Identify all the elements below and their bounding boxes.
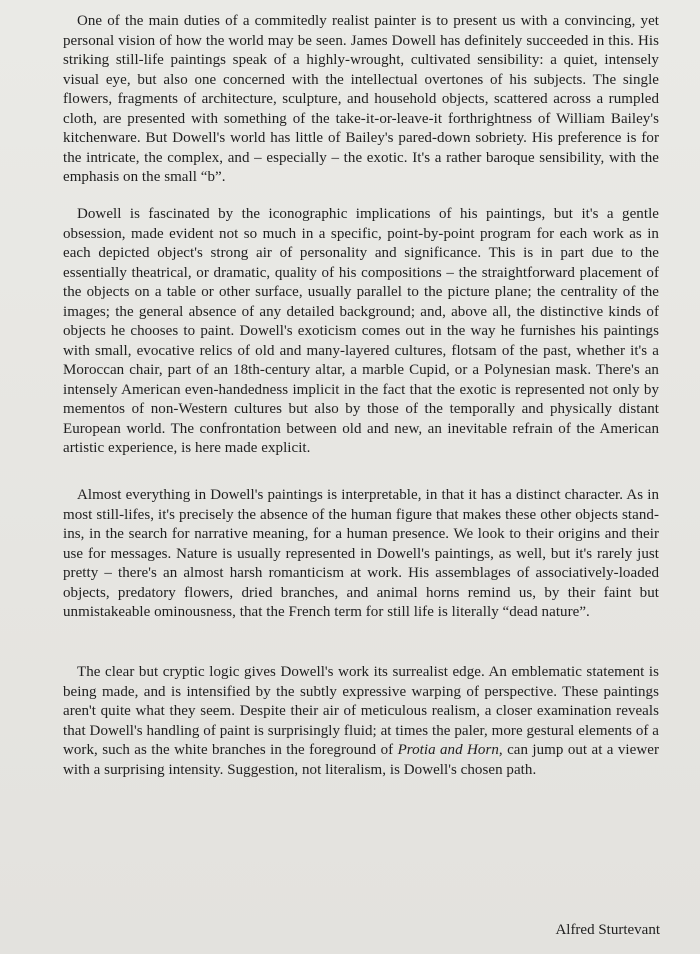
- essay-paragraph-1: One of the main duties of a commitedly realist painter is to present us with a convincing, yet personal vision of how the world may be seen. James Dowell has definitely succeeded in this. His striking still-life paintings speak of a highly-wrought, cultivated sensibility: a quiet, intensely visual eye, but also one concerned with the intellectual overtones of his subjects. The single flowers, fragments of architecture, sculpture, and household objects, scattered across a rumpled cloth, are presented with something of the take-it-or-leave-it forthrightness of William Bailey's kitchenware. But Dowell's world has little of Bailey's pared-down sobriety. His preference is for the intricate, the complex, and – especially – the exotic. It's a rather baroque sensibility, with the emphasis on the small “b”.: [63, 13, 659, 185]
- essay-paragraph-3: Almost everything in Dowell's paintings is interpretable, in that it has a distinct character. As in most still-lifes, it's precisely the absence of the human figure that makes these other objects stand-ins, in the search for narrative meaning, for a human presence. We look to their origins and their use for messages. Nature is usually represented in Dowell's paintings, as well, but it's rarely just pretty – there's an almost harsh romanticism at work. His assemblages of associatively-loaded objects, predatory flowers, dried branches, and animal horns remind us, by their faint but unmistakeable ominousness, that the French term for still life is literally “dead nature”.: [63, 487, 659, 620]
- artwork-title: Protia and Horn,: [397, 742, 503, 758]
- paragraph-4-text-before: The clear but cryptic logic gives Dowell's work its surrealist edge. An emblematic statement is being made, and is intensified by the subtly expressive warping of perspective. These paintings aren't quite what they seem. Despite their air of meticulous realism, a closer examination reveals that Dowell's handling of paint is surprisingly fluid; at times the paler, more gestural elements of a work, such as the white branches in the foreground of: [63, 664, 659, 758]
- author-signature: Alfred Sturtevant: [555, 922, 660, 938]
- essay-paragraph-2: Dowell is fascinated by the iconographic implications of his paintings, but it's a gentle obsession, made evident not so much in a specific, point-by-point program for each work as in each depicted object's strong air of personality and significance. This is in part due to the essentially theatrical, or dramatic, quality of his compositions – the straightforward placement of the objects on a table or other surface, usually parallel to the picture plane; the centrality of the images; the general absence of any detailed background; and, above all, the distinctive kinds of objects he chooses to paint. Dowell's exoticism comes out in the way he furnishes his paintings with small, evocative relics of old and many-layered cultures, flotsam of the past, whether it's a Moroccan chair, part of an 18th-century altar, a marble Cupid, or a Polynesian mask. There's an intensely American even-handedness implicit in the fact that the exotic is represented not only by mementos of non-Western cultures but also by those of the temporally and physically distant European world. The confrontation between old and new, an inevitable refrain of the American artistic experience, is here made explicit.: [63, 206, 659, 456]
- paragraph-4-text-after: can jump out at a viewer with a surprising intensity. Suggestion, not literalism, is Dowell's chosen path.: [63, 742, 659, 778]
- essay-paragraph-4: [63, 663, 659, 780]
